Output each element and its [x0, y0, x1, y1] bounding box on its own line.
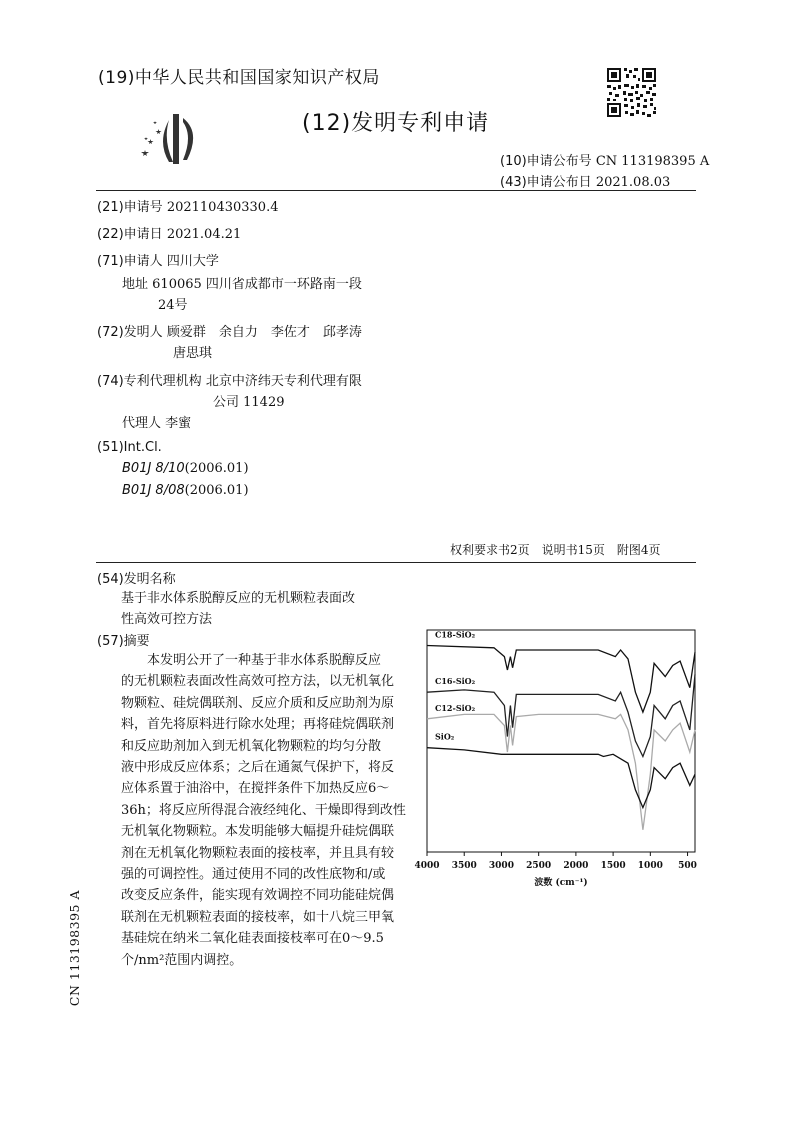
x-tick-label: 4000 [414, 861, 440, 871]
abstract-line: 应体系置于油浴中，在搅拌条件下加热反应6～ [121, 781, 390, 797]
agent-row [122, 412, 191, 431]
abstract-text [121, 650, 413, 971]
ipc-version-1: (2006.01) [184, 461, 249, 476]
publication-number-label: (10)申请公布号 [500, 154, 592, 169]
x-tick-label: 2000 [563, 861, 589, 871]
abstract-line: 的无机颗粒表面改性高效可控方法，以无机氧化 [121, 674, 395, 690]
series-label-2: C12-SiO₂ [435, 702, 476, 713]
abstract-line: 和反应助剂加入到无机氧化物颗粒的均匀分散 [121, 738, 382, 754]
x-tick-label: 500 [678, 861, 697, 871]
abstract-line: 36h；将反应所得混合液经纯化、干燥即得到改性 [121, 802, 406, 818]
agency-line-2: 公司 11429 [213, 395, 285, 410]
application-number-label: (21)申请号 [97, 200, 163, 215]
application-date: 2021.04.21 [166, 227, 242, 242]
abstract-label: (57)摘要 [97, 634, 150, 649]
ipc-row-2 [122, 483, 249, 498]
abstract-line: 物颗粒、硅烷偶联剂、反应介质和反应助剂为原 [121, 695, 395, 711]
abstract-line: 改变反应条件，能实现有效调控不同功能硅烷偶 [121, 888, 395, 904]
inventors-line-2: 唐思琪 [173, 346, 213, 361]
inventors-label: (72)发明人 [97, 325, 163, 340]
applicant: 四川大学 [166, 254, 219, 269]
publication-date-label: (43)申请公布日 [500, 175, 592, 190]
office-name: (19)中华人民共和国国家知识产权局 [98, 68, 380, 88]
ipc-code-2: B01J 8/08 [122, 483, 185, 498]
inventors-line-1: 顾爱群 余自力 李佐才 邱孝涛 [166, 325, 362, 340]
int-cl-label: (51)Int.Cl. [97, 440, 162, 455]
x-tick-label: 1500 [600, 861, 626, 871]
series-label-0: C18-SiO₂ [435, 629, 476, 640]
x-axis-label: 波数 (cm⁻¹) [534, 878, 588, 888]
publication-date-row [500, 171, 670, 190]
abstract-line: 本发明公开了一种基于非水体系脱醇反应 [147, 653, 382, 668]
invention-title-line-2: 性高效可控方法 [121, 612, 213, 627]
applicant-row [97, 250, 219, 269]
ipc-code-1: B01J 8/10 [122, 461, 185, 476]
ftir-spectrum-chart [400, 620, 710, 890]
series-line-1 [427, 674, 695, 756]
invention-title-line-1: 基于非水体系脱醇反应的无机颗粒表面改 [121, 591, 356, 606]
series-line-2 [427, 714, 695, 829]
x-tick-label: 2500 [526, 861, 552, 871]
address-row [122, 273, 362, 292]
agency-row [97, 370, 362, 389]
application-date-row [97, 223, 241, 242]
address-line-2: 24号 [158, 298, 188, 313]
document-type: (12)发明专利申请 [302, 111, 490, 136]
x-tick-label: 1000 [637, 861, 663, 871]
abstract-line: 基硅烷在纳米二氧化硅表面接枝率可在0～9.5 [121, 931, 384, 947]
application-number-row [97, 196, 278, 215]
address-label: 地址 [122, 277, 149, 292]
address-line-1: 610065 四川省成都市一环路南一段 [152, 277, 362, 292]
abstract-line: 无机氧化物颗粒。本发明能够大幅提升硅烷偶联 [121, 824, 395, 840]
application-number: 202110430330.4 [166, 200, 279, 215]
side-document-id: CN 113198395 A [67, 890, 82, 1007]
abstract-line: 强的可调控性。通过使用不同的改性底物和/或 [121, 867, 386, 883]
title-label: (54)发明名称 [97, 572, 176, 587]
publication-date: 2021.08.03 [595, 175, 671, 190]
x-tick-label: 3500 [451, 861, 477, 871]
header-divider [96, 190, 696, 191]
abstract-line: 联剂在无机颗粒表面的接枝率，如十八烷三甲氧 [121, 909, 395, 925]
inventors-row [97, 321, 362, 340]
abstract-line: 剂在无机氧化物颗粒表面的接枝率，并且具有较 [121, 845, 395, 861]
cnipa-logo-icon [135, 110, 205, 168]
ipc-version-2: (2006.01) [184, 483, 249, 498]
series-label-3: SiO₂ [435, 731, 455, 742]
qr-code-icon[interactable] [605, 66, 658, 119]
agent: 李蜜 [165, 416, 192, 431]
abstract-line: 个/nm²范围内调控。 [121, 952, 243, 968]
agency-line-1: 北京中济纬天专利代理有限 [205, 374, 362, 389]
application-date-label: (22)申请日 [97, 227, 163, 242]
section-divider [96, 562, 696, 563]
ipc-row-1 [122, 461, 249, 476]
publication-number: CN 113198395 A [595, 154, 710, 169]
abstract-line: 料，首先将原料进行除水处理；再将硅烷偶联剂 [121, 717, 395, 733]
series-line-3 [427, 748, 695, 808]
agent-label: 代理人 [122, 416, 162, 431]
applicant-label: (71)申请人 [97, 254, 163, 269]
agency-label: (74)专利代理机构 [97, 374, 202, 389]
x-tick-label: 3000 [488, 861, 514, 871]
invention-title [121, 588, 415, 630]
page-counts: 权利要求书2页 说明书15页 附图4页 [450, 543, 661, 557]
publication-number-row [500, 150, 709, 169]
series-label-1: C16-SiO₂ [435, 676, 476, 687]
abstract-line: 液中形成反应体系；之后在通氮气保护下，将反 [121, 760, 395, 776]
